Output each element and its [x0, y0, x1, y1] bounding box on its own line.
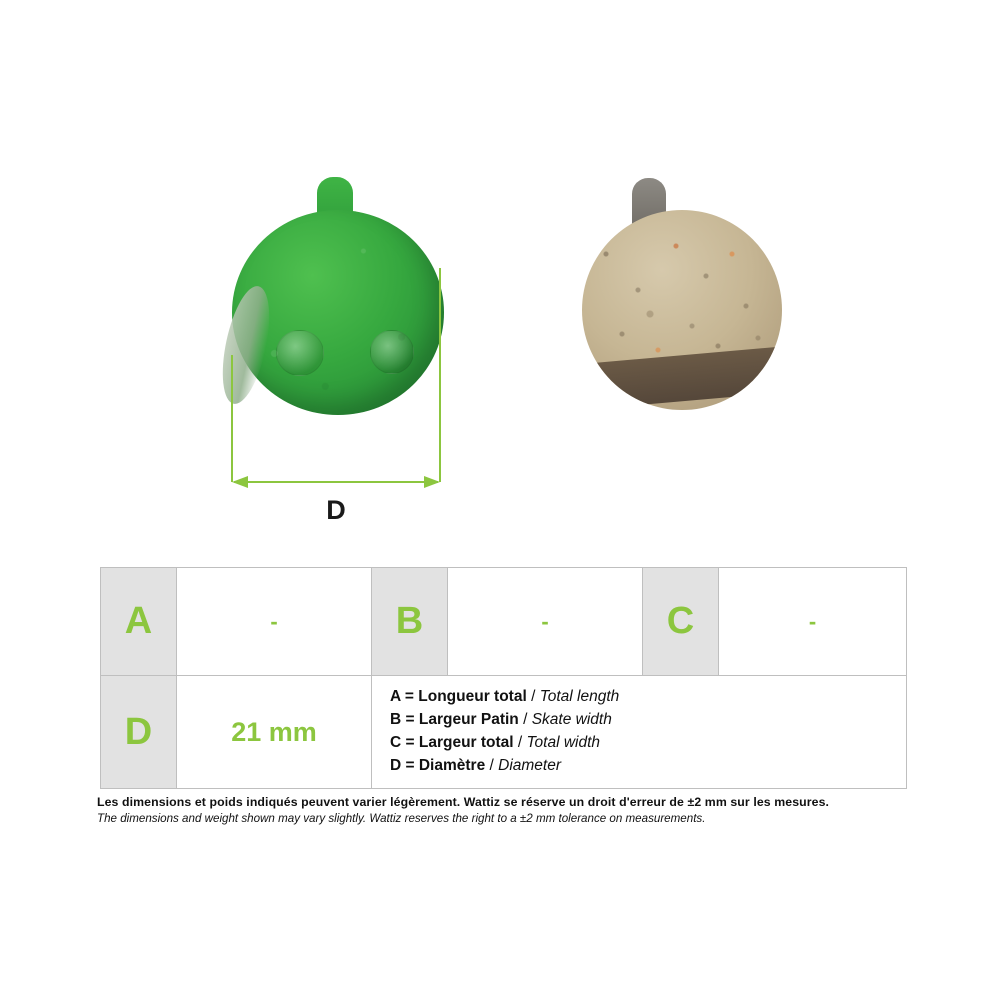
legend-cell [372, 676, 907, 789]
legend-item-b [390, 709, 906, 732]
pad-backing-plate [582, 347, 782, 410]
pad-dimple-left [276, 330, 324, 376]
brake-pad-back-image [572, 170, 792, 415]
disclaimer-en: The dimensions and weight shown may vary slightly. Wattiz reserves the right to a ±2 mm tolerance on measurements. [97, 812, 706, 825]
legend-sep-d: / [485, 756, 499, 774]
spec-key-a: A [101, 568, 177, 676]
legend-sep-c: / [513, 734, 527, 751]
legend-en-a: Total length [539, 688, 620, 706]
brake-pad-front-image [218, 165, 458, 415]
legend-sep-a: / [526, 688, 540, 706]
pad-dimple-right [370, 330, 414, 374]
legend-en-d: Diameter [498, 756, 562, 774]
spec-value-a: - [177, 568, 372, 676]
spec-value-b: - [448, 568, 643, 676]
spec-key-c: C [643, 568, 719, 676]
legend-code-d: D = Diamètre [390, 756, 486, 774]
legend-sep-b: / [518, 711, 532, 729]
legend-item-d [390, 755, 906, 778]
specifications-table [100, 567, 907, 789]
legend-code-b: B = Largeur Patin [390, 711, 519, 729]
legend-code-a: A = Longueur total [390, 688, 527, 706]
spec-value-d: 21 mm [177, 676, 372, 789]
legend-item-c [390, 732, 906, 755]
legend-code-c: C = Largeur total [390, 734, 514, 751]
legend-item-a [390, 686, 906, 709]
disclaimer [97, 795, 917, 825]
dimension-legend [372, 676, 906, 788]
legend-en-c: Total width [526, 734, 601, 751]
pad-friction-surface [582, 210, 782, 410]
disclaimer-fr: Les dimensions et poids indiqués peuvent varier légèrement. Wattiz se réserve un droit d'erreur de ±2 mm sur les mesures. [97, 795, 830, 809]
spec-key-b: B [372, 568, 448, 676]
spec-value-c: - [719, 568, 907, 676]
table-row [101, 568, 907, 676]
dimension-label-d: D [326, 495, 346, 525]
table-row [101, 676, 907, 789]
spec-key-d: D [101, 676, 177, 789]
legend-en-b: Skate width [531, 711, 612, 729]
